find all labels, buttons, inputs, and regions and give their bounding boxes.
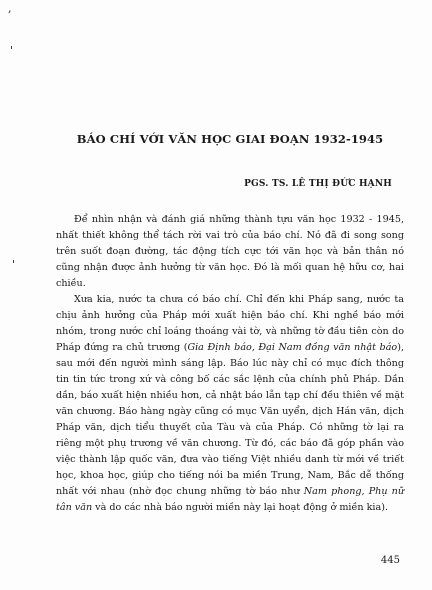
paragraph-text: ), sau mới đến người mình sáng lập. Báo lúc này chỉ có mục đích thông tin tin tức trong xứ và công bố các sắc lệnh của chính phủ Pháp. Dần dần, báo xuất hiện nhiều hơn, cả nhật báo lẫn tạp chí đều thiên về mặt văn chương. Báo hàng ngày cũng có mục Văn uyển, dịch Hán văn, dịch Pháp văn, dịch tiểu thuyết của Tàu và của Pháp. Có những tờ lại ra riêng một phụ trương về văn chương. Từ đó, các báo đã góp phần vào việc thành lập quốc văn, đưa vào tiếng Việt nhiều danh từ mới về triết học, khoa học, giúp cho tiếng nói ba miền Trung, Nam, Bắc dễ thống nhất với nhau (nhờ đọc chung những tờ báo như [56,342,404,497]
publication-titles: Nam phong, Phụ nữ tân văn [56,486,404,513]
margin-mark: ' [12,258,16,271]
paragraph-text: Để nhìn nhận và đánh giá những thành tựu văn học 1932 - 1945, nhất thiết không thể tách rời vai trò của báo chí. Nó đã đi song song trên suốt đoạn đường, tác động tích cực tới văn học và bản thân nó cũng nhận được ảnh hưởng từ văn học. Đó là mối quan hệ hữu cơ, hai chiều. [56,214,404,289]
margin-mark: ' [10,44,14,57]
paragraph-2 [56,292,404,516]
publication-titles: Gia Định báo, Đại Nam đồng văn nhật báo [187,342,398,353]
article-author: PGS. TS. LÊ THỊ ĐỨC HẠNH [244,179,392,189]
paragraph-text: và do các nhà báo người miền này lại hoạt động ở miền kia). [92,502,389,513]
article-body [56,212,404,516]
article-title: BÁO CHÍ VỚI VĂN HỌC GIAI ĐOẠN 1932-1945 [76,132,384,146]
paragraph-text: Xưa kia, nước ta chưa có báo chí. Chỉ đến khi Pháp sang, nước ta chịu ảnh hưởng của Pháp mới xuất hiện báo chí. Khi nghề báo mới nhóm, trong nước chỉ loáng thoáng vài tờ, và những tờ đầu tiên còn do Pháp đứng ra chủ trương ( [56,294,404,353]
margin-mark: , [8,2,12,15]
paragraph-1 [56,212,404,292]
page-number: 445 [380,555,400,566]
